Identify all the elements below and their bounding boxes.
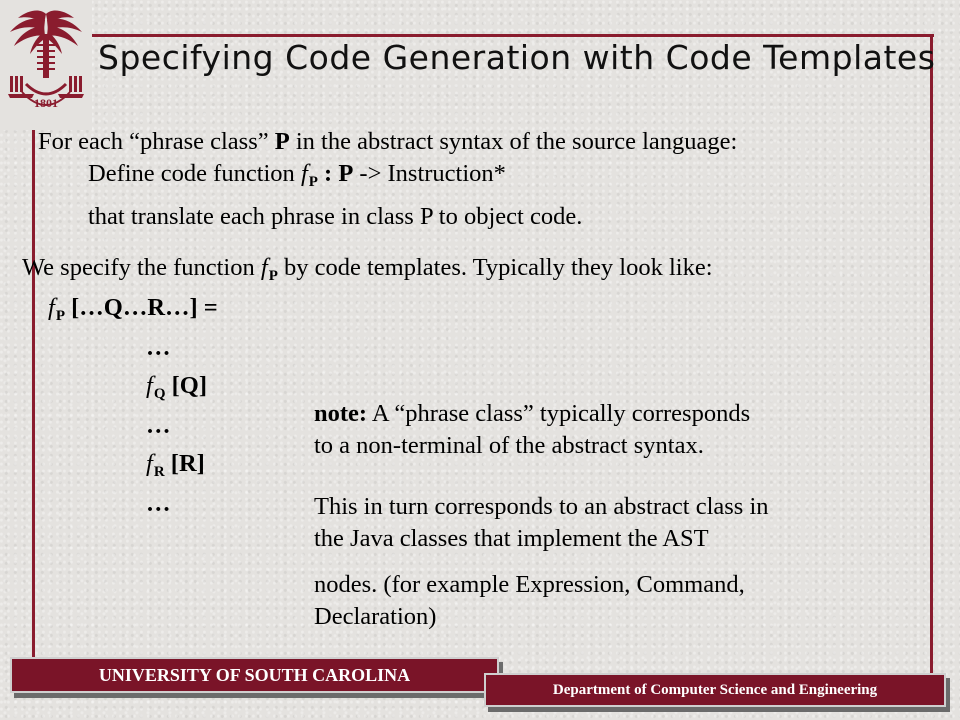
template-dots-3: … [146, 490, 171, 517]
university-palmetto-seal-icon [4, 6, 88, 118]
template-fq-line: $f_Q$ [Q] [146, 372, 207, 402]
template-fr-line: $f_R$ [R] [146, 450, 205, 480]
intro-line-1: For each “phrase class” P in the abstract syntax of the source language: [38, 128, 738, 155]
note-para-line-1: This in turn corresponds to an abstract class in [314, 493, 769, 520]
intro-line-3: that translate each phrase in class P to object code. [88, 203, 583, 230]
note-line-2: to a non-terminal of the abstract syntax. [314, 432, 704, 459]
frame-left-line [32, 130, 35, 660]
template-dots-1: … [146, 334, 171, 361]
spec-line: We specify the function $f_P$ by code templates. Typically they look like: [22, 254, 713, 284]
frame-top-line [0, 34, 934, 37]
note-para-line-3: nodes. (for example Expression, Command, [314, 571, 745, 598]
note-para-line-2: the Java classes that implement the AST [314, 525, 709, 552]
template-head: $f_P$ […Q…R…] = [48, 294, 218, 324]
footer-department-banner: Department of Computer Science and Engineering [484, 673, 946, 707]
footer-university-banner: UNIVERSITY OF SOUTH CAROLINA [10, 657, 499, 693]
note-para-line-4: Declaration) [314, 603, 437, 630]
template-dots-2: … [146, 412, 171, 439]
frame-right-line [930, 34, 933, 674]
logo-year: 1801 [34, 96, 58, 110]
slide-title: Specifying Code Generation with Code Templates [98, 38, 936, 77]
note-line-1: note: A “phrase class” typically corresponds [314, 400, 751, 427]
intro-line-2: Define code function $f_P$ : P -> Instruction* [88, 160, 506, 190]
logo-area [0, 0, 92, 130]
